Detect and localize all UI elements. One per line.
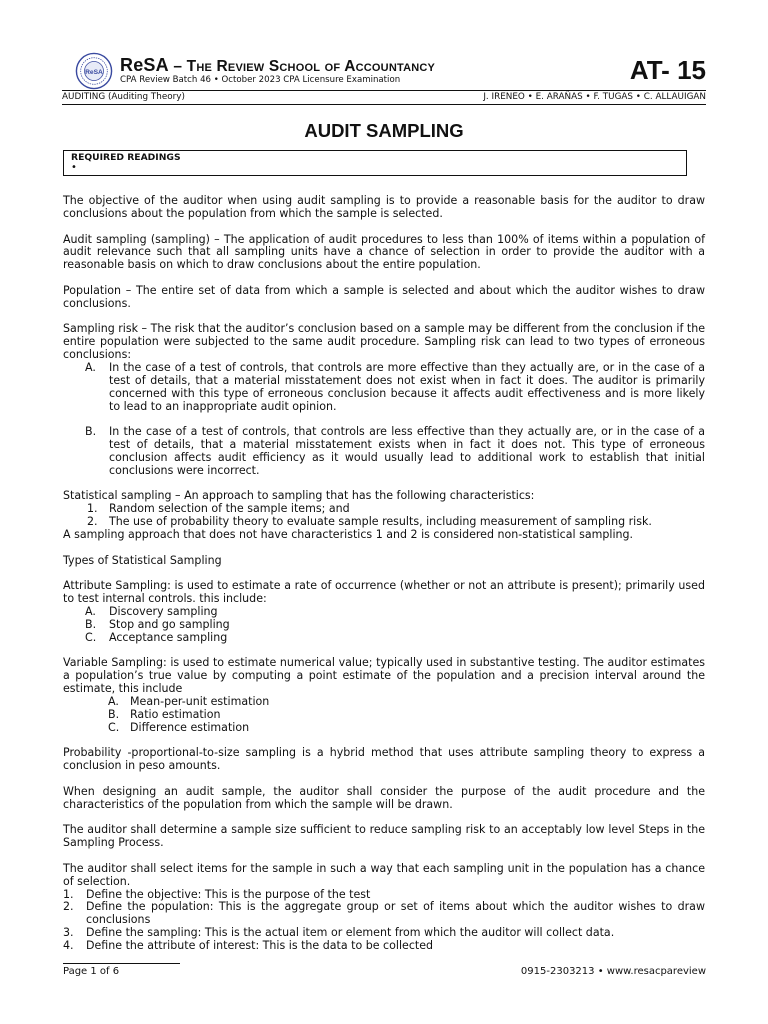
- page-number: Page 1 of 6: [63, 966, 120, 977]
- authors-label: J. IRENEO • E. ARAÑAS • F. TUGAS • C. ALLAUIGAN: [483, 92, 706, 102]
- list-item: A. Discovery sampling: [85, 605, 218, 618]
- list-item: 2. The use of probability theory to evaluate sample results, including measurement of sampling risk.: [87, 515, 652, 529]
- required-readings-bullet: •: [71, 162, 77, 173]
- paragraph-attribute-sampling: Attribute Sampling: is used to estimate a rate of occurrence (whether or not an attribute is present); primarily used to test internal controls. this include:: [63, 579, 705, 606]
- paragraph-designing-sample: When designing an audit sample, the auditor shall consider the purpose of the audit procedure and the characteristics of the population from which the sample will be drawn.: [63, 784, 705, 811]
- resa-logo-icon: [75, 52, 113, 90]
- paragraph-sample-size: The auditor shall determine a sample size sufficient to reduce sampling risk to an acceptably low level Steps in the Sampling Process.: [63, 823, 705, 850]
- header-divider-bottom: [62, 104, 706, 105]
- list-item: 1. Random selection of the sample items; and: [87, 502, 350, 516]
- school-name: ReSA – The Review School of Accountancy: [120, 55, 436, 75]
- list-item: 3. Define the sampling: This is the actual item or element from which the auditor will collect data.: [63, 926, 615, 940]
- paragraph-statistical-sampling: Statistical sampling – An approach to sampling that has the following characteristics:: [63, 489, 535, 503]
- school-short-name: ReSA: [120, 55, 169, 75]
- sampling-steps-list: [63, 889, 705, 953]
- list-item: B. In the case of a test of controls, that controls are less effective than they actually are, or in the case of a test of details, that a material misstatement exists when in fact it does not. This type of erroneous conclusion affects audit efficiency as it would usually lead to additional work to establish that initial conclusions were incorrect.: [85, 425, 705, 477]
- required-readings-label: REQUIRED READINGS: [71, 152, 181, 163]
- footer-divider: [63, 963, 180, 964]
- required-readings-box: [63, 150, 687, 176]
- attribute-sampling-list: [63, 606, 705, 645]
- page-title: AUDIT SAMPLING: [304, 120, 464, 141]
- document-body: [63, 195, 705, 953]
- subject-label: AUDITING (Auditing Theory): [62, 92, 185, 102]
- list-item: 1. Define the objective: This is the purpose of the test: [63, 887, 371, 901]
- list-item: C. Difference estimation: [108, 720, 250, 734]
- paragraph-objective: The objective of the auditor when using audit sampling is to provide a reasonable basis for the auditor to draw conclusions about the population from which the sample is selected.: [63, 194, 705, 220]
- paragraph-variable-sampling: Variable Sampling: is used to estimate numerical value; typically used in substantive testing. The auditor estimates a population’s true value by computing a point estimate of the population and a precision interval around the estimate, this include: [63, 656, 705, 696]
- paragraph-pps-sampling: Probability -proportional-to-size sampling is a hybrid method that uses attribute sampling theory to express a conclusion in peso amounts.: [63, 746, 705, 773]
- paragraph-types-heading: Types of Statistical Sampling: [63, 553, 222, 567]
- risk-list: [63, 362, 705, 478]
- list-item: A. Mean-per-unit estimation: [108, 694, 270, 708]
- paragraph-sampling-risk: Sampling risk – The risk that the auditor’s conclusion based on a sample may be different from the conclusion if the entire population were subjected to the same audit procedure. Sampling risk can lead to two types of erroneous conclusions:: [63, 322, 705, 362]
- school-full-name: The Review School of Accountancy: [186, 58, 436, 75]
- footer-contact: 0915-2303213 • www.resacpareview: [520, 966, 706, 977]
- batch-line: CPA Review Batch 46 • October 2023 CPA Licensure Examination: [120, 75, 401, 85]
- paragraph-non-statistical: A sampling approach that does not have characteristics 1 and 2 is considered non-statistical sampling.: [63, 527, 634, 541]
- list-item: 2. Define the population: This is the aggregate group or set of items about which the auditor wishes to draw conclusions: [63, 900, 705, 927]
- list-item: C. Acceptance sampling: [85, 630, 228, 644]
- list-item: B. Stop and go sampling: [85, 617, 230, 631]
- list-item: B. Ratio estimation: [108, 707, 221, 721]
- logo-text: ReSA: [85, 68, 103, 76]
- variable-sampling-list: [63, 696, 705, 735]
- list-item: 4. Define the attribute of interest: This is the data to be collected: [63, 938, 434, 952]
- paragraph-audit-sampling: Audit sampling (sampling) – The application of audit procedures to less than 100% of items within a population of audit relevance such that all sampling units have a chance of selection in order to provide the auditor with a reasonable basis on which to draw conclusions about the entire population.: [63, 232, 705, 272]
- paragraph-population: Population – The entire set of data from which a sample is selected and about which the auditor wishes to draw conclusions.: [63, 283, 705, 310]
- paragraph-select-items: The auditor shall select items for the sample in such a way that each sampling unit in the population has a chance of selection.: [63, 861, 705, 888]
- statistical-characteristics-list: [63, 503, 705, 529]
- list-item: A. In the case of a test of controls, that controls are more effective than they actually are, or in the case of a test of details, that a material misstatement does not exist when in fact it does. The auditor is primarily concerned with this type of erroneous conclusion because it affects audit effectiveness and is more likely to lead to an inappropriate audit opinion.: [85, 360, 705, 413]
- document-code: AT- 15: [629, 55, 706, 85]
- header-divider: [62, 90, 706, 91]
